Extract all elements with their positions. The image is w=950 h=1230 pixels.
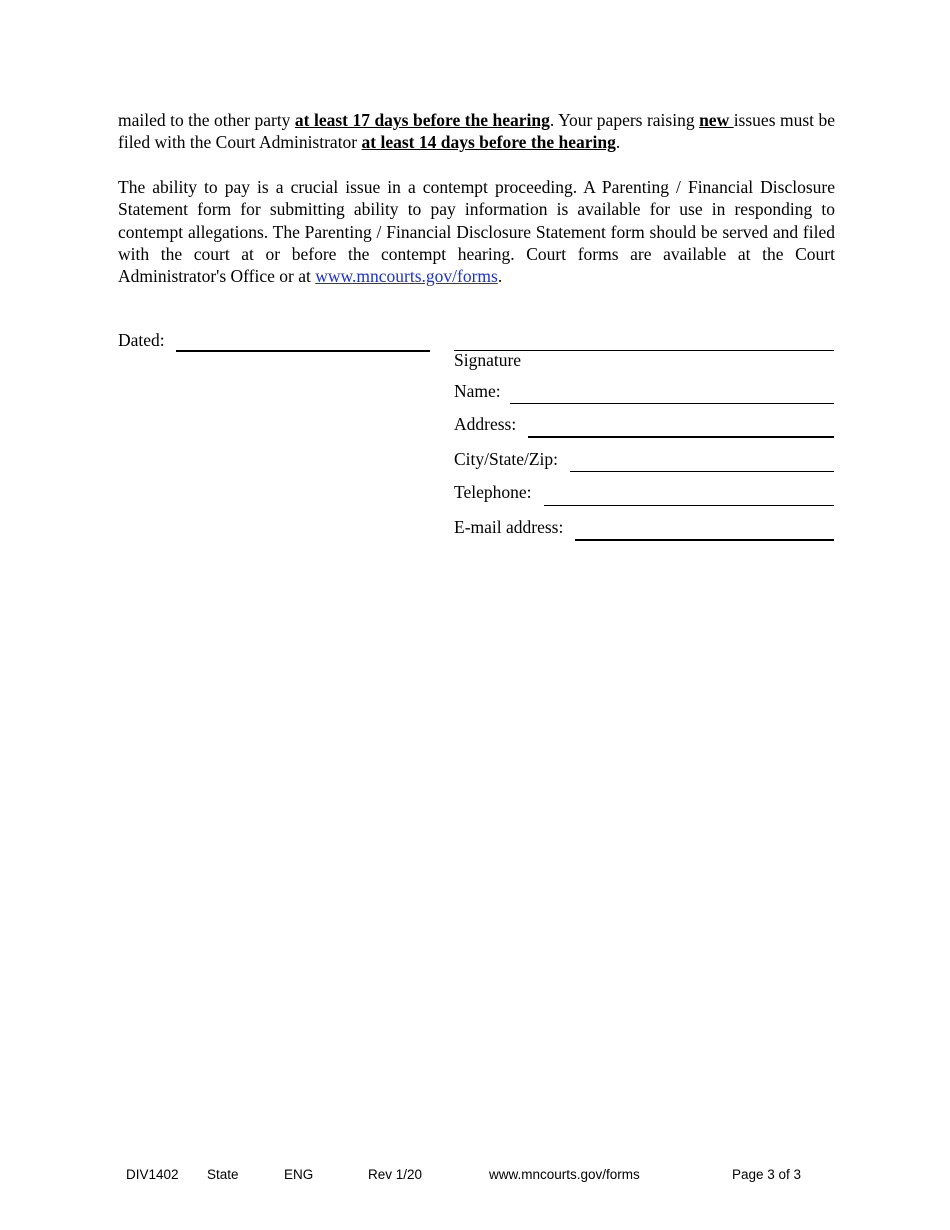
telephone-label: Telephone: [454,482,532,502]
email-label: E-mail address: [454,517,564,537]
address-label: Address: [454,414,517,434]
address-field[interactable] [528,436,834,438]
dated-label: Dated: [118,330,165,350]
paragraph-text: The ability to pay is a crucial issue in a contempt proceeding. A Parenting / Financial Disclosure Statement form for submitting ability to pay information is available for use in responding to contempt allegations. The Parenting / Financial Disclosure Statement form should be served and filed with the court at or before the contempt hearing. Court forms are available at the Court Administrator's Office or at [118,177,835,287]
signature-label: Signature [454,350,522,370]
hearing-deadline-paragraph [118,109,835,154]
court-forms-link[interactable]: www.mncourts.gov/forms [315,266,498,287]
name-field[interactable] [510,403,834,404]
paragraph-text: mailed to the other party [118,110,295,130]
city-state-zip-label: City/State/Zip: [454,449,559,469]
footer-revision: Rev 1/20 [368,1167,423,1182]
footer-page-number: Page 3 of 3 [732,1167,802,1182]
paragraph-text: issues must be filed with the Court Administrator [118,110,836,153]
dated-field[interactable] [176,350,430,352]
paragraph-text: . [497,266,503,287]
footer-jurisdiction: State [207,1167,239,1182]
footer-website: www.mncourts.gov/forms [489,1167,640,1182]
paragraph-text: . Your papers raising [549,110,700,130]
city-state-zip-field[interactable] [570,471,834,472]
telephone-field[interactable] [544,505,834,506]
paragraph-text: . [615,132,621,153]
ability-to-pay-paragraph [118,176,835,287]
new-issues-emphasis: new [699,110,734,130]
deadline-17-days: at least 17 days before the hearing [294,110,550,130]
deadline-14-days: at least 14 days before the hearing [361,132,616,153]
footer-language: ENG [284,1167,314,1182]
footer-form-id: DIV1402 [126,1167,179,1182]
name-label: Name: [454,381,501,401]
email-field[interactable] [575,539,834,541]
